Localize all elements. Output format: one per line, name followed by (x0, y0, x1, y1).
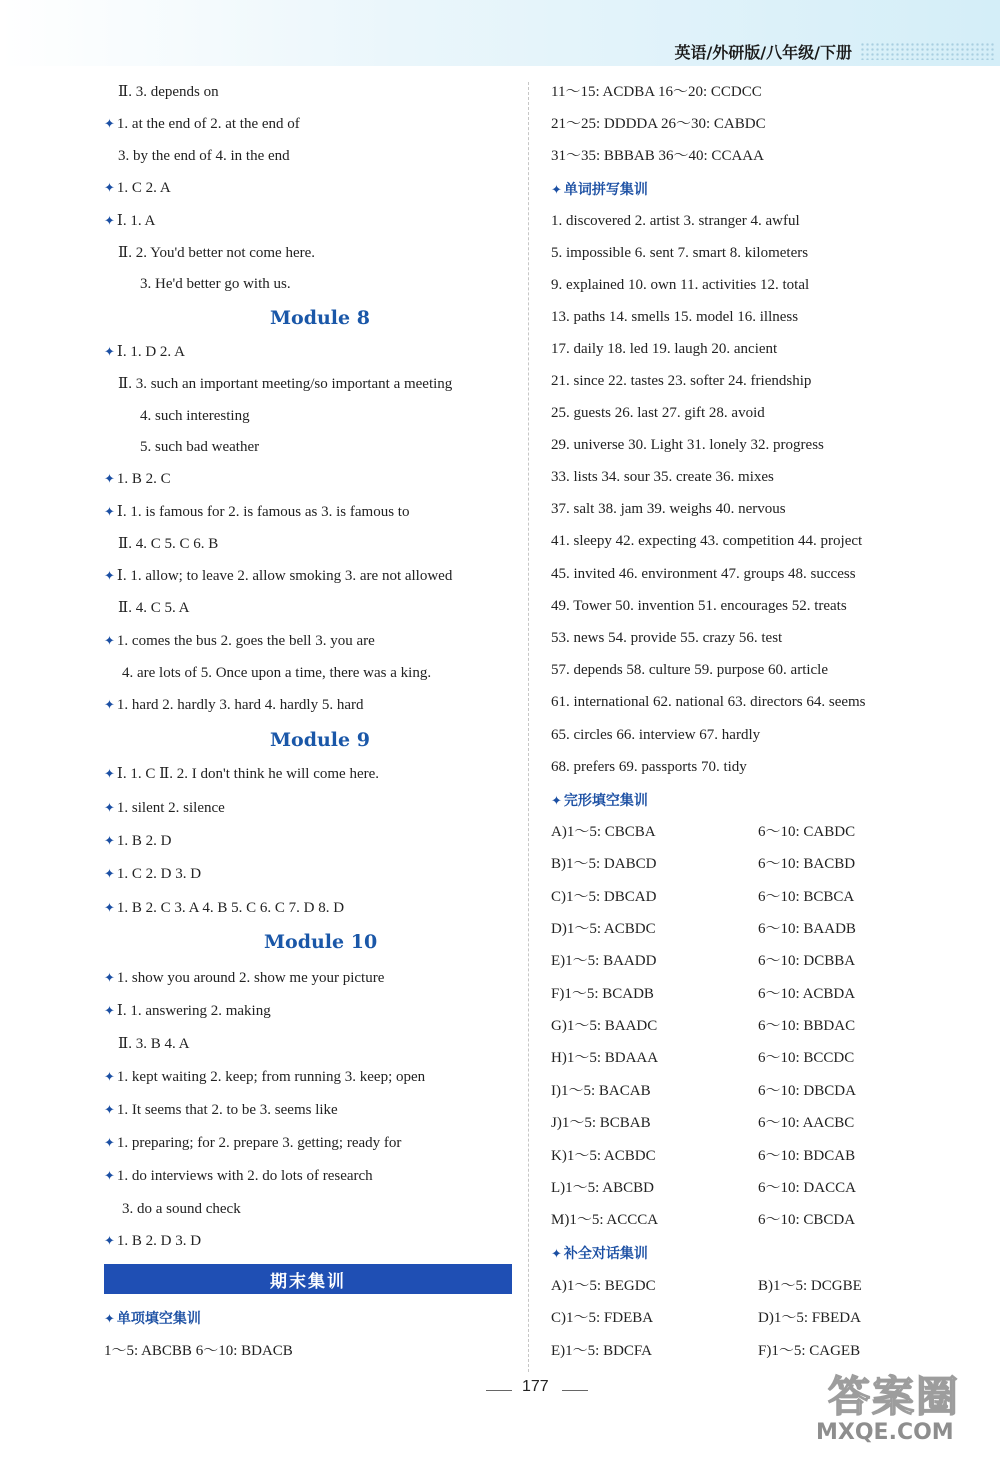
answer-line: E)1～5: BDCFA (551, 1343, 652, 1359)
answer-line: 68. prefers 69. passports 70. tidy (551, 759, 747, 775)
answer-line: L)1～5: ABCBD (551, 1180, 654, 1196)
answer-line: ✦ 1. comes the bus 2. goes the bell 3. you are (104, 633, 375, 649)
answer-line: ✦ Ⅰ. 1. answering 2. making (104, 1003, 271, 1019)
answer-line: ✦ Ⅰ. 1. allow; to leave 2. allow smoking 3. are not allowed (104, 568, 453, 584)
answer-line: ✦ 1. B 2. C (104, 471, 171, 487)
answer-line: A)1～5: CBCBA (551, 824, 656, 840)
answer-line: A)1～5: BEGDC (551, 1278, 656, 1294)
diamond-star-icon: ✦ (104, 116, 115, 131)
answer-line: ✦ 1. B 2. C 3. A 4. B 5. C 6. C 7. D 8. D (104, 900, 345, 916)
answer-line: M)1～5: ACCCA (551, 1212, 659, 1228)
answer-line: Ⅱ. 3. B 4. A (118, 1036, 190, 1052)
answer-line: 6～10: DCBBA (758, 953, 856, 969)
diamond-star-icon: ✦ (104, 1102, 115, 1117)
answer-line: 4. such interesting (140, 408, 250, 424)
answer-line: 31～35: BBBAB 36～40: CCAAA (551, 148, 764, 164)
answer-line: 6～10: BCCDC (758, 1050, 855, 1066)
diamond-star-icon: ✦ (104, 766, 115, 781)
answer-line: 33. lists 34. sour 35. create 36. mixes (551, 469, 774, 485)
answer-line: 6～10: ACBDA (758, 986, 856, 1002)
answer-line: 21. since 22. tastes 23. softer 24. friendship (551, 373, 812, 389)
answer-line: 6～10: BBDAC (758, 1018, 856, 1034)
answer-line: ✦ 1. B 2. D (104, 833, 172, 849)
diamond-star-icon: ✦ (104, 1003, 115, 1018)
diamond-star-icon: ✦ (104, 1069, 115, 1084)
answer-line: 13. paths 14. smells 15. model 16. illness (551, 309, 799, 325)
answer-line: K)1～5: ACBDC (551, 1148, 656, 1164)
section-heading: ✦ 单词拼写集训 (551, 182, 648, 198)
diamond-star-icon: ✦ (104, 633, 115, 648)
diamond-star-icon: ✦ (104, 697, 115, 712)
answer-line: ✦ 1. do interviews with 2. do lots of research (104, 1168, 373, 1184)
answer-line: B)1～5: DCGBE (758, 1278, 862, 1294)
watermark-logo: 答案圈 (828, 1372, 961, 1421)
header-dot-pattern (860, 42, 996, 60)
module-10-title: Module 10 (264, 931, 378, 953)
answer-line: 6～10: AACBC (758, 1115, 855, 1131)
diamond-star-icon: ✦ (551, 794, 562, 809)
diamond-star-icon: ✦ (104, 1312, 115, 1327)
diamond-star-icon: ✦ (104, 866, 115, 881)
page-number-rule-right (562, 1390, 588, 1391)
answer-line: J)1～5: BCBAB (551, 1115, 651, 1131)
answer-line: B)1～5: DABCD (551, 856, 657, 872)
section-heading: ✦ 完形填空集训 (551, 793, 648, 809)
answer-line: 53. news 54. provide 55. crazy 56. test (551, 630, 783, 646)
diamond-star-icon: ✦ (104, 800, 115, 815)
answer-line: D)1～5: FBEDA (758, 1310, 861, 1326)
diamond-star-icon: ✦ (104, 900, 115, 915)
answer-line: 61. international 62. national 63. directors 64. seems (551, 694, 866, 710)
diamond-star-icon: ✦ (104, 833, 115, 848)
diamond-star-icon: ✦ (104, 1135, 115, 1150)
answer-line: ✦ Ⅰ. 1. A (104, 213, 156, 229)
answer-line: 3. He'd better go with us. (140, 276, 291, 292)
answer-line: ✦ 1. at the end of 2. at the end of (104, 116, 300, 132)
answer-line: F)1～5: BCADB (551, 986, 654, 1002)
answer-line: ✦ 1. preparing; for 2. prepare 3. getting; ready for (104, 1135, 402, 1151)
answer-line: I)1～5: BACAB (551, 1083, 651, 1099)
answer-line: 45. invited 46. environment 47. groups 48. success (551, 566, 856, 582)
diamond-star-icon: ✦ (551, 1247, 562, 1262)
answer-line: 5. impossible 6. sent 7. smart 8. kilometers (551, 245, 809, 261)
watermark (788, 1362, 988, 1452)
answer-line: E)1～5: BAADD (551, 953, 657, 969)
answer-line: 49. Tower 50. invention 51. encourages 52. treats (551, 598, 847, 614)
watermark-url: MXQE.COM (816, 1420, 954, 1445)
answer-line: 6～10: DACCA (758, 1180, 856, 1196)
final-training-banner: 期末集训 (104, 1264, 512, 1294)
column-divider (528, 82, 529, 1372)
diamond-star-icon: ✦ (104, 1233, 115, 1248)
header-title: 英语/外研版/八年级/下册 (674, 43, 852, 62)
answer-line: 25. guests 26. last 27. gift 28. avoid (551, 405, 765, 421)
answer-line: ✦ Ⅰ. 1. C Ⅱ. 2. I don't think he will come here. (104, 766, 380, 782)
answer-line: 41. sleepy 42. expecting 43. competition 44. project (551, 533, 863, 549)
answer-line: 4. are lots of 5. Once upon a time, there was a king. (122, 665, 432, 681)
answer-line: 9. explained 10. own 11. activities 12. total (551, 277, 810, 293)
answer-line: 29. universe 30. Light 31. lonely 32. progress (551, 437, 824, 453)
answer-line: 57. depends 58. culture 59. purpose 60. article (551, 662, 829, 678)
diamond-star-icon: ✦ (104, 344, 115, 359)
answer-line: D)1～5: ACBDC (551, 921, 656, 937)
answer-line: ✦ 1. show you around 2. show me your picture (104, 970, 385, 986)
answer-line: 5. such bad weather (140, 439, 260, 455)
answer-line: ✦ 1. hard 2. hardly 3. hard 4. hardly 5. hard (104, 697, 364, 713)
answer-line: 6～10: CABDC (758, 824, 856, 840)
diamond-star-icon: ✦ (104, 504, 115, 519)
answer-line: Ⅱ. 4. C 5. A (118, 600, 190, 616)
answer-line: 6～10: CBCDA (758, 1212, 856, 1228)
answer-line: 17. daily 18. led 19. laugh 20. ancient (551, 341, 778, 357)
section-heading: ✦ 补全对话集训 (551, 1246, 648, 1262)
answer-line: C)1～5: FDEBA (551, 1310, 654, 1326)
answer-line: ✦ 1. It seems that 2. to be 3. seems like (104, 1102, 338, 1118)
page-number-rule-left (486, 1390, 512, 1391)
diamond-star-icon: ✦ (104, 213, 115, 228)
answer-line: ✦ 1. C 2. A (104, 180, 171, 196)
answer-line: ✦ 1. B 2. D 3. D (104, 1233, 202, 1249)
diamond-star-icon: ✦ (104, 970, 115, 985)
answer-line: ✦ Ⅰ. 1. is famous for 2. is famous as 3. is famous to (104, 504, 410, 520)
answer-line: H)1～5: BDAAA (551, 1050, 659, 1066)
answer-line: 6～10: BDCAB (758, 1148, 856, 1164)
answer-line: C)1～5: DBCAD (551, 889, 657, 905)
answer-line: 37. salt 38. jam 39. weighs 40. nervous (551, 501, 786, 517)
answer-line: 3. by the end of 4. in the end (118, 148, 290, 164)
answer-line: Ⅱ. 4. C 5. C 6. B (118, 536, 219, 552)
diamond-star-icon: ✦ (104, 471, 115, 486)
answer-line: ✦ 1. C 2. D 3. D (104, 866, 202, 882)
answer-line: F)1～5: CAGEB (758, 1343, 861, 1359)
answer-line: 65. circles 66. interview 67. hardly (551, 727, 761, 743)
diamond-star-icon: ✦ (104, 180, 115, 195)
diamond-star-icon: ✦ (104, 1168, 115, 1183)
diamond-star-icon: ✦ (551, 183, 562, 198)
answer-line: 11～15: ACDBA 16～20: CCDCC (551, 84, 762, 100)
answer-line: 21～25: DDDDA 26～30: CABDC (551, 116, 766, 132)
answer-line: 6～10: BCBCA (758, 889, 855, 905)
module-9-title: Module 9 (270, 729, 370, 751)
answer-line: 6～10: DBCDA (758, 1083, 856, 1099)
answer-line: ✦ Ⅰ. 1. D 2. A (104, 344, 185, 360)
answer-line: G)1～5: BAADC (551, 1018, 658, 1034)
diamond-star-icon: ✦ (104, 568, 115, 583)
answer-line: 1. discovered 2. artist 3. stranger 4. awful (551, 213, 800, 229)
answer-line: Ⅱ. 2. You'd better not come here. (118, 245, 316, 261)
answer-line: ✦ 1. kept waiting 2. keep; from running 3. keep; open (104, 1069, 426, 1085)
section-heading: ✦ 单项填空集训 (104, 1311, 201, 1327)
answer-line: ✦ 1. silent 2. silence (104, 800, 225, 816)
module-8-title: Module 8 (270, 307, 370, 329)
answer-line: 3. do a sound check (122, 1201, 241, 1217)
answer-line: 1～5: ABCBB 6～10: BDACB (104, 1343, 293, 1359)
page-number: 177 (522, 1378, 549, 1395)
answer-line: 6～10: BACBD (758, 856, 856, 872)
answer-line: Ⅱ. 3. depends on (118, 84, 219, 100)
answer-line: 6～10: BAADB (758, 921, 856, 937)
answer-line: Ⅱ. 3. such an important meeting/so important a meeting (118, 376, 453, 392)
